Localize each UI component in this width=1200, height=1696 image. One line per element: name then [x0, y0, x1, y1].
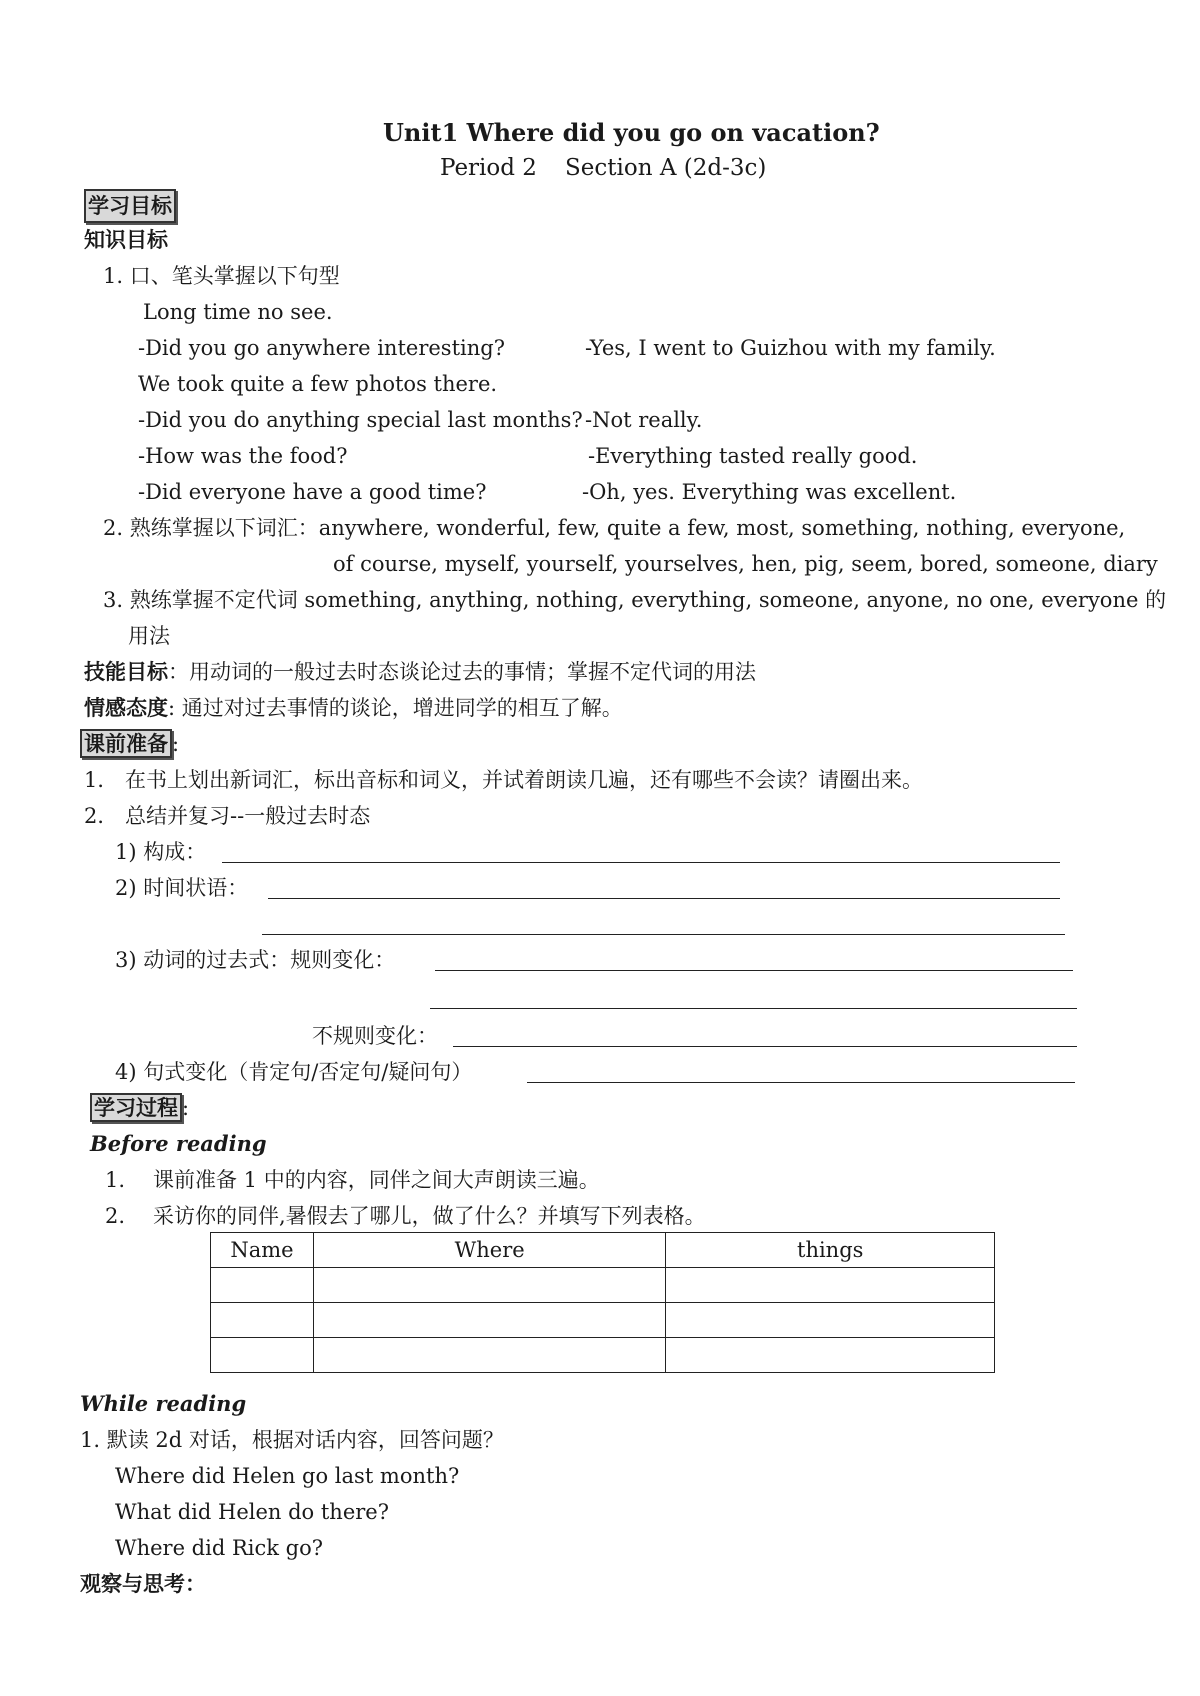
prep-item-1: 1． 在书上划出新词汇，标出音标和词义，并试着朗读几遍，还有哪些不会读？请圈出来。 [84, 768, 924, 792]
prep-item-2: 2． 总结并复习--一般过去时态 [84, 804, 371, 828]
prep-sub-3: 3) 动词的过去式：规则变化： [115, 948, 396, 972]
section-label: Section A (2d-3c) [565, 155, 767, 181]
table-header-things: things [666, 1233, 995, 1268]
interview-table [210, 1232, 995, 1373]
answer-line[interactable] [222, 862, 1060, 863]
answer-line[interactable] [430, 1008, 1077, 1009]
sentence-right: -Not really. [585, 408, 703, 432]
prep-sub-3b: 不规则变化： [312, 1024, 438, 1048]
goal-item-2-cont: of course, myself, yourself, yourselves, hen, pig, seem, bored, someone, diary [333, 552, 1158, 576]
emotion-goal-label: 情感态度 [84, 695, 168, 720]
sentence-right: -Everything tasted really good. [588, 444, 918, 468]
answer-line[interactable] [435, 970, 1073, 971]
before-reading-heading: Before reading [90, 1131, 267, 1156]
emotion-goal [84, 693, 623, 723]
sentence-left: Long time no see. [143, 300, 333, 324]
skill-goal-text: ：用动词的一般过去时态谈论过去的事情；掌握不定代词的用法 [168, 660, 756, 684]
goal-item-3-cont: 用法 [128, 624, 170, 648]
sentence-right: -Oh, yes. Everything was excellent. [582, 480, 957, 504]
br-item-1: 课前准备 1 中的内容，同伴之间大声朗读三遍。 [153, 1168, 600, 1192]
table-cell[interactable] [211, 1338, 314, 1373]
table-cell[interactable] [666, 1268, 995, 1303]
prep-sub-2: 2) 时间状语： [115, 876, 249, 900]
question-2: What did Helen do there? [115, 1500, 389, 1524]
process-heading-colon: : [182, 1096, 190, 1120]
br-item-1-num: 1. [105, 1168, 126, 1192]
prep-sub-4: 4) 句式变化（肯定句/否定句/疑问句） [115, 1060, 473, 1084]
process-heading-line [90, 1093, 189, 1123]
answer-line[interactable] [453, 1046, 1077, 1047]
prep-sub-1: 1) 构成： [115, 840, 207, 864]
wr-item-1: 1. 默读 2d 对话，根据对话内容，回答问题？ [80, 1428, 504, 1452]
goal-item-1: 1. 口、笔头掌握以下句型 [103, 264, 340, 288]
table-cell[interactable] [313, 1338, 666, 1373]
table-row [211, 1303, 995, 1338]
prep-heading-colon: : [172, 732, 180, 756]
table-cell[interactable] [313, 1303, 666, 1338]
table-header-row [211, 1233, 995, 1268]
sentence-right: -Yes, I went to Guizhou with my family. [585, 336, 996, 360]
sentence-left: -Did everyone have a good time? [138, 480, 487, 504]
table-cell[interactable] [313, 1268, 666, 1303]
br-item-2-num: 2. [105, 1204, 126, 1228]
question-3: Where did Rick go? [115, 1536, 323, 1560]
emotion-goal-text: : 通过对过去事情的谈论，增进同学的相互了解。 [168, 696, 623, 720]
period-label: Period 2 [440, 155, 537, 181]
table-header-name: Name [211, 1233, 314, 1268]
table-cell[interactable] [211, 1268, 314, 1303]
br-item-2: 采访你的同伴,暑假去了哪儿，做了什么？并填写下列表格。 [153, 1204, 706, 1228]
goal-item-2: 2. 熟练掌握以下词汇：anywhere, wonderful, few, quite a few, most, something, nothing, everyone, [103, 516, 1126, 540]
goals-heading: 学习目标 [84, 189, 176, 223]
goal-item-3: 3. 熟练掌握不定代词 something, anything, nothing, everything, someone, anyone, no one, everyone 的 [103, 588, 1167, 612]
answer-line[interactable] [262, 934, 1065, 935]
skill-goal-label: 技能目标 [84, 659, 168, 684]
while-reading-heading: While reading [80, 1391, 247, 1416]
sentence-left: We took quite a few photos there. [138, 372, 498, 396]
skill-goal [84, 657, 756, 687]
prep-heading: 课前准备 [80, 729, 172, 758]
sentence-left: -How was the food? [138, 444, 348, 468]
answer-line[interactable] [268, 898, 1060, 899]
document-title: Unit1 Where did you go on vacation? [383, 118, 880, 147]
process-heading: 学习过程 [90, 1093, 182, 1122]
table-row [211, 1338, 995, 1373]
table-cell[interactable] [666, 1338, 995, 1373]
sentence-left: -Did you go anywhere interesting? [138, 336, 505, 360]
table-cell[interactable] [211, 1303, 314, 1338]
table-row [211, 1268, 995, 1303]
table-cell[interactable] [666, 1303, 995, 1338]
sentence-left: -Did you do anything special last months? [138, 408, 583, 432]
observe-heading: 观察与思考： [80, 1571, 206, 1596]
table-header-where: Where [313, 1233, 666, 1268]
prep-heading-line [80, 729, 179, 759]
answer-line[interactable] [527, 1082, 1075, 1083]
question-1: Where did Helen go last month? [115, 1464, 460, 1488]
knowledge-heading: 知识目标 [84, 227, 168, 252]
